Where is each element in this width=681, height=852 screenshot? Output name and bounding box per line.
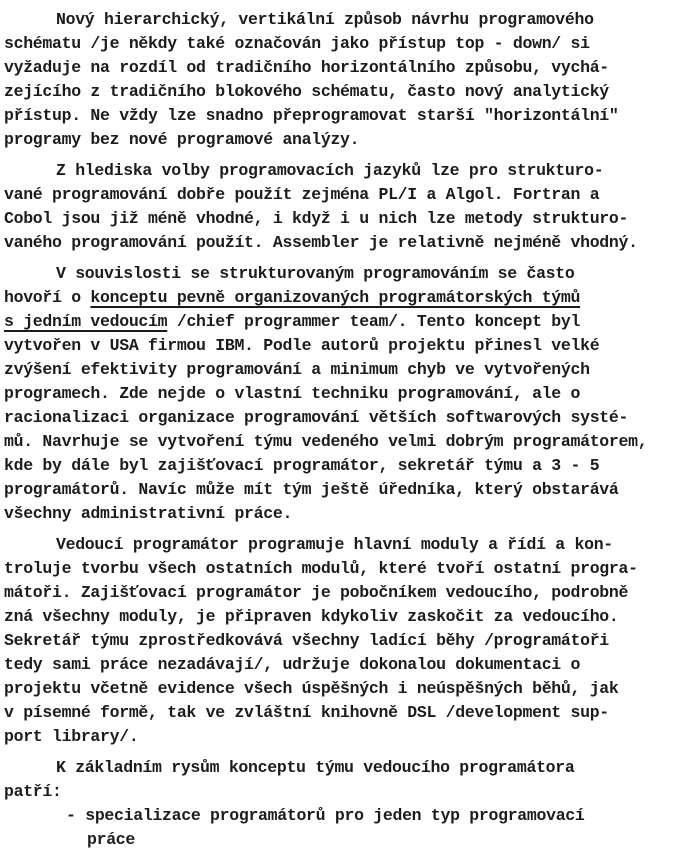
text-line: zvýšení efektivity programování a minimum chyb ve vytvořených: [4, 360, 590, 379]
text-line: troluje tvorbu všech ostatních modulů, které tvoří ostatní progra-: [4, 559, 638, 578]
text-line: kde by dále byl zajišťovací programátor, sekretář týmu a 3 - 5: [4, 456, 600, 475]
text-line: patří:: [4, 782, 62, 801]
text-line: práce: [87, 830, 136, 849]
text-line: Cobol jsou již méně vhodné, i když i u nich lze metody strukturo-: [4, 209, 629, 228]
underlined-text: konceptu pevně organizovaných programátorských týmů: [90, 288, 581, 307]
text-line: port library/.: [4, 727, 139, 746]
text-line: programátorů. Navíc může mít tým ještě úředníka, který obstarává: [4, 480, 619, 499]
text-line: projektu včetně evidence všech úspěšných i neúspěšných běhů, jak: [4, 679, 619, 698]
paragraph: [4, 756, 678, 852]
text-line: Sekretář týmu zprostředkovává všechny ladící běhy /programátoři: [4, 631, 609, 650]
text-line: schématu /je někdy také označován jako přístup top - down/ si: [4, 34, 590, 53]
text-line: vané programování dobře použít zejména PL/I a Algol. Fortran a: [4, 185, 600, 204]
text-line: K základním rysům konceptu týmu vedoucího programátora: [56, 758, 575, 777]
text-line: Z hlediska volby programovacích jazyků lze pro strukturo-: [56, 161, 604, 180]
text-line: vaného programování použít. Assembler je relativně nejméně vhodný.: [4, 233, 638, 252]
text-line: v písemné formě, tak ve zvláštní knihovně DSL /development sup-: [4, 703, 609, 722]
text-line: V souvislosti se strukturovaným programováním se často: [56, 264, 575, 283]
text-line: racionalizaci organizace programování větších softwarových systé-: [4, 408, 629, 427]
text-line: Vedoucí programátor programuje hlavní moduly a řídí a kon-: [56, 535, 613, 554]
text-line: [4, 310, 678, 334]
paragraph: [4, 159, 678, 255]
text-line: zná všechny moduly, je připraven kdykoliv zaskočit za vedoucího.: [4, 607, 619, 626]
text-line: programy bez nové programové analýzy.: [4, 130, 360, 149]
list-dash-marker: -: [66, 806, 86, 825]
text-line: vytvořen v USA firmou IBM. Podle autorů projektu přinesl velké: [4, 336, 600, 355]
paragraph: [4, 8, 678, 152]
text-line: přístup. Ne vždy lze snadno přeprogramovat starší "horizontální": [4, 106, 619, 125]
text-line: - specializace programátorů pro jeden typ programovací: [66, 806, 585, 825]
text-segment: /chief programmer team/. Tento koncept byl: [167, 312, 581, 331]
text-line: všechny administrativní práce.: [4, 504, 293, 523]
text-line: mů. Navrhuje se vytvoření týmu vedeného velmi dobrým programátorem,: [4, 432, 648, 451]
text-line: programech. Zde nejde o vlastní techniku programování, ale o: [4, 384, 581, 403]
text-line: Nový hierarchický, vertikální způsob návrhu programového: [56, 10, 594, 29]
text-line: vyžaduje na rozdíl od tradičního horizontálního způsobu, vychá-: [4, 58, 609, 77]
text-line: mátoři. Zajišťovací programátor je pobočníkem vedoucího, podrobně: [4, 583, 629, 602]
paragraph: [4, 533, 678, 749]
text-segment: hovoří o: [4, 288, 91, 307]
text-line: [4, 286, 678, 310]
text-line: zejícího z tradičního blokového schématu, často nový analytický: [4, 82, 609, 101]
underlined-text: s jedním vedoucím: [4, 312, 168, 331]
paragraph: [4, 262, 678, 526]
text-line: tedy sami práce nezadávají/, udržuje dokonalou dokumentaci o: [4, 655, 581, 674]
